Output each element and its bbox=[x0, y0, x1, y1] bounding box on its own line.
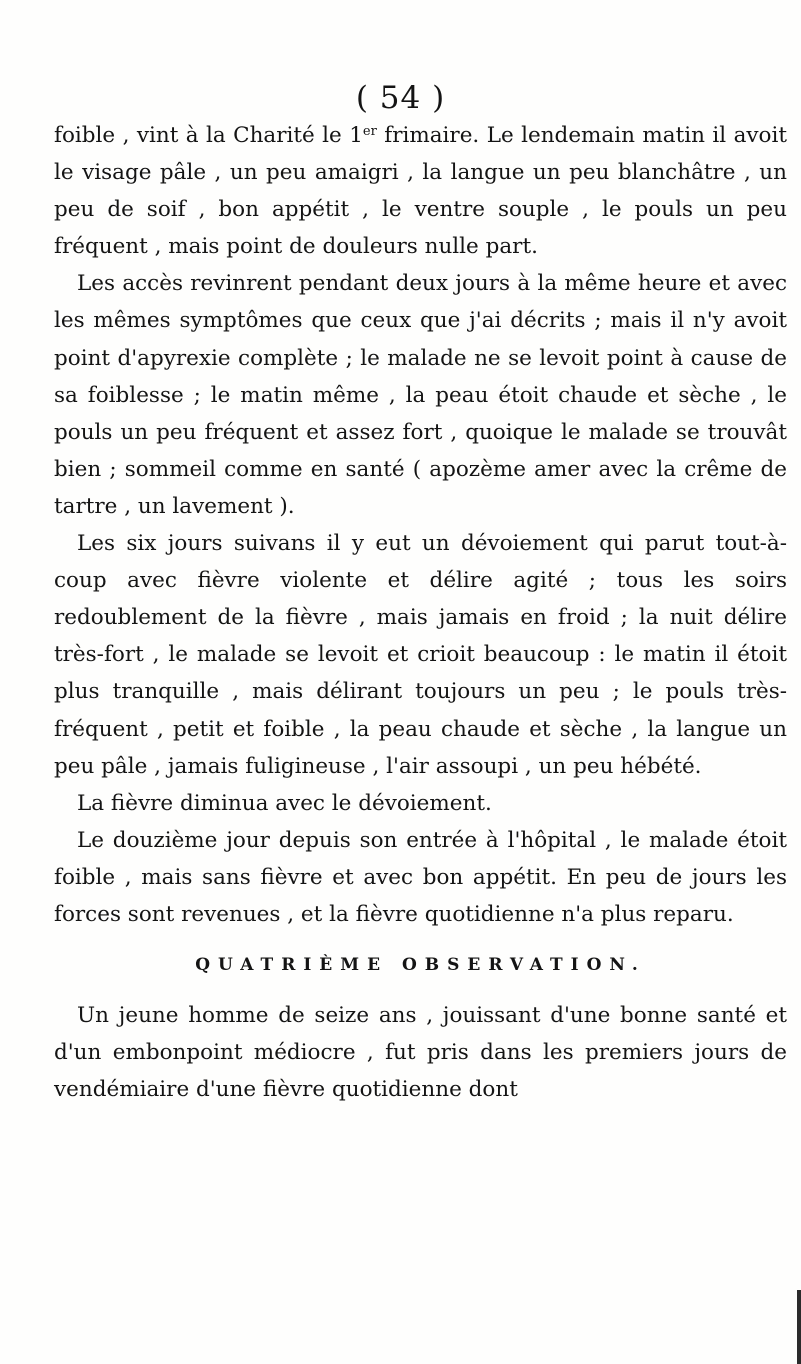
page-body bbox=[54, 117, 787, 1108]
paragraph: La fièvre diminua avec le dévoiement. bbox=[77, 790, 492, 816]
paragraph: Le douzième jour depuis son entrée à l'hôpital , le malade étoit foible , mais sans fièvre et avec bon appétit. En peu de jours les forces sont revenues , et la fièvre quotidienne n'a plus reparu. bbox=[54, 827, 787, 927]
paragraph-text: foible , vint à la Charité le 1 bbox=[54, 123, 363, 148]
paragraph-text: frimaire. Le lendemain matin il avoit le visage pâle , un peu amaigri , la langue un peu blanchâtre , un peu de soif , bon appétit , le ventre souple , le pouls un peu fréquent , mais point de douleurs nulle part. bbox=[54, 123, 787, 260]
paragraph-continuation bbox=[54, 117, 787, 265]
page-number: ( 54 ) bbox=[355, 80, 446, 116]
page-edge-shadow bbox=[797, 1290, 801, 1364]
ordinal-suffix: er bbox=[362, 124, 377, 139]
paragraph: Un jeune homme de seize ans , jouissant d'une bonne santé et d'un embonpoint médiocre , fut pris dans les premiers jours de vendémiaire d'une fièvre quotidienne dont bbox=[54, 1003, 787, 1103]
paragraph: Les accès revinrent pendant deux jours à la même heure et avec les mêmes symptômes que ceux que j'ai décrits ; mais il n'y avoit point d'apyrexie complète ; le malade ne se levoit point à cause de sa foiblesse ; le matin même , la peau étoit chaude et sèche , le pouls un peu fréquent et assez fort , quoique le malade se trouvât bien ; sommeil comme en santé ( apozème amer avec la crême de tartre , un lavement ). bbox=[54, 271, 787, 519]
section-heading: QUATRIÈME OBSERVATION. bbox=[195, 955, 646, 976]
paragraph: Les six jours suivans il y eut un dévoiement qui parut tout-à-coup avec fièvre violente et délire agité ; tous les soirs redoublement de la fièvre , mais jamais en froid ; la nuit délire très-fort , le malade se levoit et crioit beaucoup : le matin il étoit plus tranquille , mais délirant toujours un peu ; le pouls très-fréquent , petit et foible , la peau chaude et sèche , la langue un peu pâle , jamais fuligineuse , l'air assoupi , un peu hébété. bbox=[54, 531, 787, 779]
